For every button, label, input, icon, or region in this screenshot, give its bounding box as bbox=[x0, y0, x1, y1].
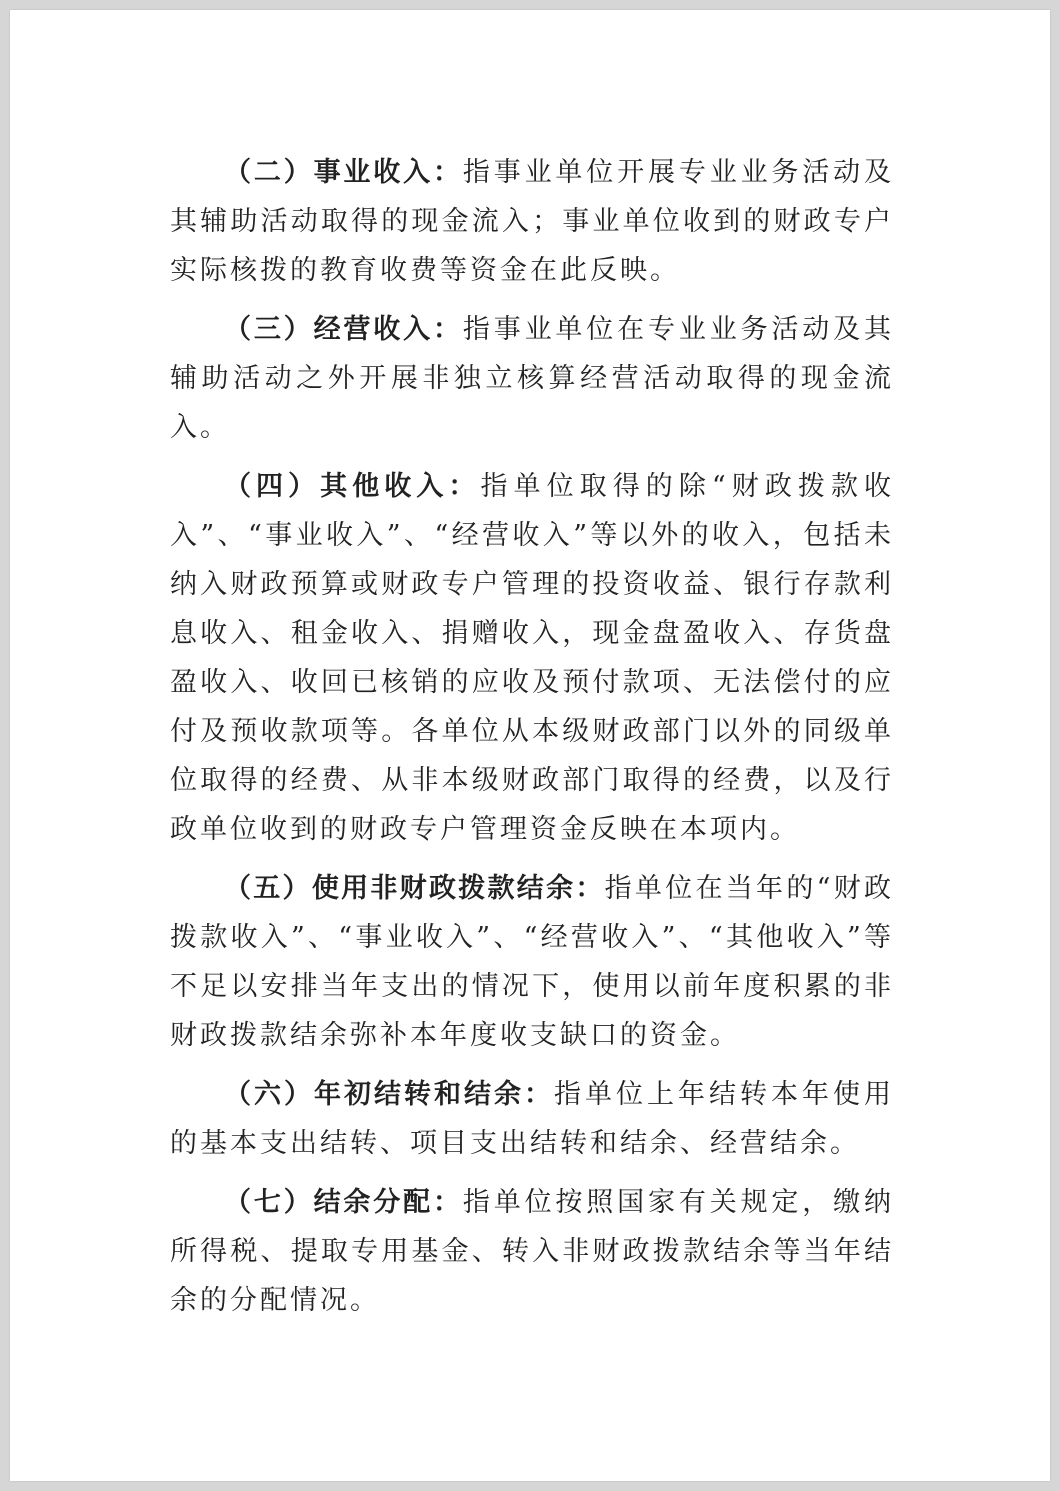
paragraph-business-income bbox=[170, 148, 894, 295]
paragraph-text: 指单位按照国家有关规定，缴纳所得税、提取专用基金、转入非财政拨款结余等当年结余的分配情况。 bbox=[170, 1187, 895, 1316]
paragraph-text: 指单位取得的除“财政拨款收入”、“事业收入”、“经营收入”等以外的收入，包括未纳入财政预算或财政专户管理的投资收益、银行存款利息收入、租金收入、捐赠收入，现金盘盈收入、存货盘盈收入、收回已核销的应收及预付款项、无法偿付的应付及预收款项等。各单位从本级财政部门以外的同级单位取得的经费、从非本级财政部门取得的经费，以及行政单位收到的财政专户管理资金反映在本项内。 bbox=[170, 471, 894, 845]
paragraph-heading: （四）其他收入： bbox=[224, 471, 481, 502]
paragraph-surplus-distribution bbox=[170, 1178, 894, 1325]
paragraph-heading: （七）结余分配： bbox=[224, 1187, 463, 1218]
paragraph-carryover-balance bbox=[170, 1070, 894, 1168]
paragraph-text: 指事业单位在专业业务活动及其辅助活动之外开展非独立核算经营活动取得的现金流入。 bbox=[170, 314, 895, 443]
paragraph-text: 指事业单位开展专业业务活动及其辅助活动取得的现金流入；事业单位收到的财政专户实际核拨的教育收费等资金在此反映。 bbox=[170, 157, 895, 286]
document-page bbox=[10, 10, 1050, 1481]
paragraph-heading: （三）经营收入： bbox=[224, 314, 463, 345]
paragraph-operating-income bbox=[170, 305, 894, 452]
paragraph-other-income bbox=[170, 462, 894, 854]
paragraph-non-fiscal-surplus bbox=[170, 864, 894, 1060]
paragraph-heading: （五）使用非财政拨款结余： bbox=[224, 873, 605, 904]
paragraph-heading: （六）年初结转和结余： bbox=[224, 1079, 554, 1110]
paragraph-heading: （二）事业收入： bbox=[224, 157, 463, 188]
paragraph-text: 指单位在当年的“财政拨款收入”、“事业收入”、“经营收入”、“其他收入”等不足以安排当年支出的情况下，使用以前年度积累的非财政拨款结余弥补本年度收支缺口的资金。 bbox=[170, 873, 894, 1051]
document-body bbox=[170, 148, 894, 1335]
paragraph-text: 指单位上年结转本年使用的基本支出结转、项目支出结转和结余、经营结余。 bbox=[170, 1079, 894, 1159]
